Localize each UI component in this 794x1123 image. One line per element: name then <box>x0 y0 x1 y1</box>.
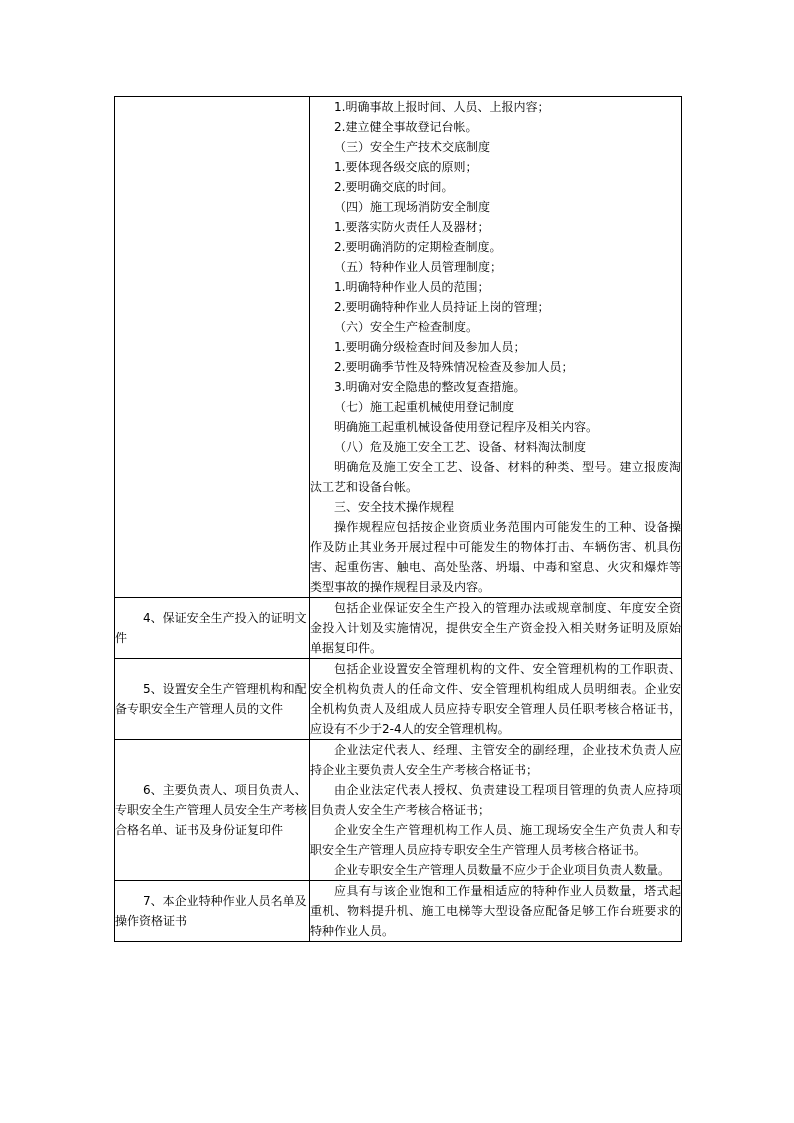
row-content-cell <box>310 740 682 881</box>
row-content-cell <box>310 659 682 740</box>
row-content-cell <box>310 598 682 659</box>
content-paragraph: 包括企业保证安全生产投入的管理办法或规章制度、年度安全资金投入计划及实施情况，提供安全生产资金投入相关财务证明及原始单据复印件。 <box>310 601 681 655</box>
row-label-cell <box>115 97 310 598</box>
content-paragraph: （四）施工现场消防安全制度 <box>334 200 491 214</box>
table-row <box>115 97 682 598</box>
content-paragraph: 1.明确特种作业人员的范围； <box>334 280 490 294</box>
content-paragraph: 1.明确事故上报时间、人员、上报内容； <box>334 100 550 114</box>
content-paragraph: （七）施工起重机械使用登记制度 <box>334 400 515 414</box>
content-paragraph: 1.要落实防火责任人及器材； <box>334 220 490 234</box>
content-paragraph: 企业专职安全生产管理人员数量不应少于企业项目负责人数量。 <box>334 863 671 877</box>
content-paragraph: （八）危及施工安全工艺、设备、材料淘汰制度 <box>334 440 587 454</box>
row-label: 7、本企业特种作业人员名单及操作资格证书 <box>115 894 307 928</box>
row-label-cell <box>115 598 310 659</box>
content-paragraph: 3.明确对安全隐患的整改复查措施。 <box>334 380 526 394</box>
content-paragraph: 三、安全技术操作规程 <box>334 500 455 514</box>
content-paragraph: （六）安全生产检查制度。 <box>334 320 479 334</box>
row-label-cell <box>115 740 310 881</box>
content-paragraph: 企业安全生产管理机构工作人员、施工现场安全生产负责人和专职安全生产管理人员应持专职安全生产管理人员考核合格证书。 <box>310 823 681 857</box>
content-paragraph: 应具有与该企业饱和工作量相适应的特种作业人员数量，塔式起重机、物料提升机、施工电梯等大型设备应配备足够工作台班要求的特种作业人员。 <box>310 884 681 938</box>
table-row <box>115 881 682 942</box>
row-label-cell <box>115 881 310 942</box>
content-paragraph: 2.要明确交底的时间。 <box>334 180 454 194</box>
requirements-table <box>114 96 682 942</box>
content-paragraph: （五）特种作业人员管理制度； <box>334 260 503 274</box>
table-row <box>115 598 682 659</box>
content-paragraph: 包括企业设置安全管理机构的文件、安全管理机构的工作职责、安全机构负责人的任命文件、安全管理机构组成人员明细表。企业安全机构负责人及组成人员应持专职安全管理人员任职考核合格证书，应设有不少于2-4人的安全管理机构。 <box>310 662 681 736</box>
content-paragraph: （三）安全生产技术交底制度 <box>334 140 491 154</box>
table-row <box>115 740 682 881</box>
table-row <box>115 659 682 740</box>
content-paragraph: 企业法定代表人、经理、主管安全的副经理，企业技术负责人应持企业主要负责人安全生产考核合格证书； <box>310 743 681 777</box>
content-paragraph: 由企业法定代表人授权、负责建设工程项目管理的负责人应持项目负责人安全生产考核合格证书； <box>310 783 681 817</box>
content-paragraph: 1.要明确分级检查时间及参加人员； <box>334 340 526 354</box>
row-content-cell <box>310 881 682 942</box>
content-paragraph: 明确施工起重机械设备使用登记程序及相关内容。 <box>334 420 599 434</box>
row-content-cell <box>310 97 682 598</box>
content-paragraph: 2.建立健全事故登记台帐。 <box>334 120 478 134</box>
content-paragraph: 2.要明确消防的定期检查制度。 <box>334 240 502 254</box>
row-label-cell <box>115 659 310 740</box>
content-paragraph: 1.要体现各级交底的原则； <box>334 160 478 174</box>
content-paragraph: 明确危及施工安全工艺、设备、材料的种类、型号。建立报废淘汰工艺和设备台帐。 <box>310 460 681 494</box>
content-paragraph: 2.要明确特种作业人员持证上岗的管理； <box>334 300 550 314</box>
content-paragraph: 操作规程应包括按企业资质业务范围内可能发生的工种、设备操作及防止其业务开展过程中可能发生的物体打击、车辆伤害、机具伤害、起重伤害、触电、高处坠落、坍塌、中毒和窒息、火灾和爆炸等类型事故的操作规程目录及内容。 <box>310 520 681 594</box>
row-label: 5、设置安全生产管理机构和配备专职安全生产管理人员的文件 <box>115 682 307 716</box>
row-label: 4、保证安全生产投入的证明文件 <box>115 611 307 645</box>
content-paragraph: 2.要明确季节性及特殊情况检查及参加人员； <box>334 360 574 374</box>
row-label: 6、主要负责人、项目负责人、专职安全生产管理人员安全生产考核合格名单、证书及身份证复印件 <box>115 783 308 837</box>
